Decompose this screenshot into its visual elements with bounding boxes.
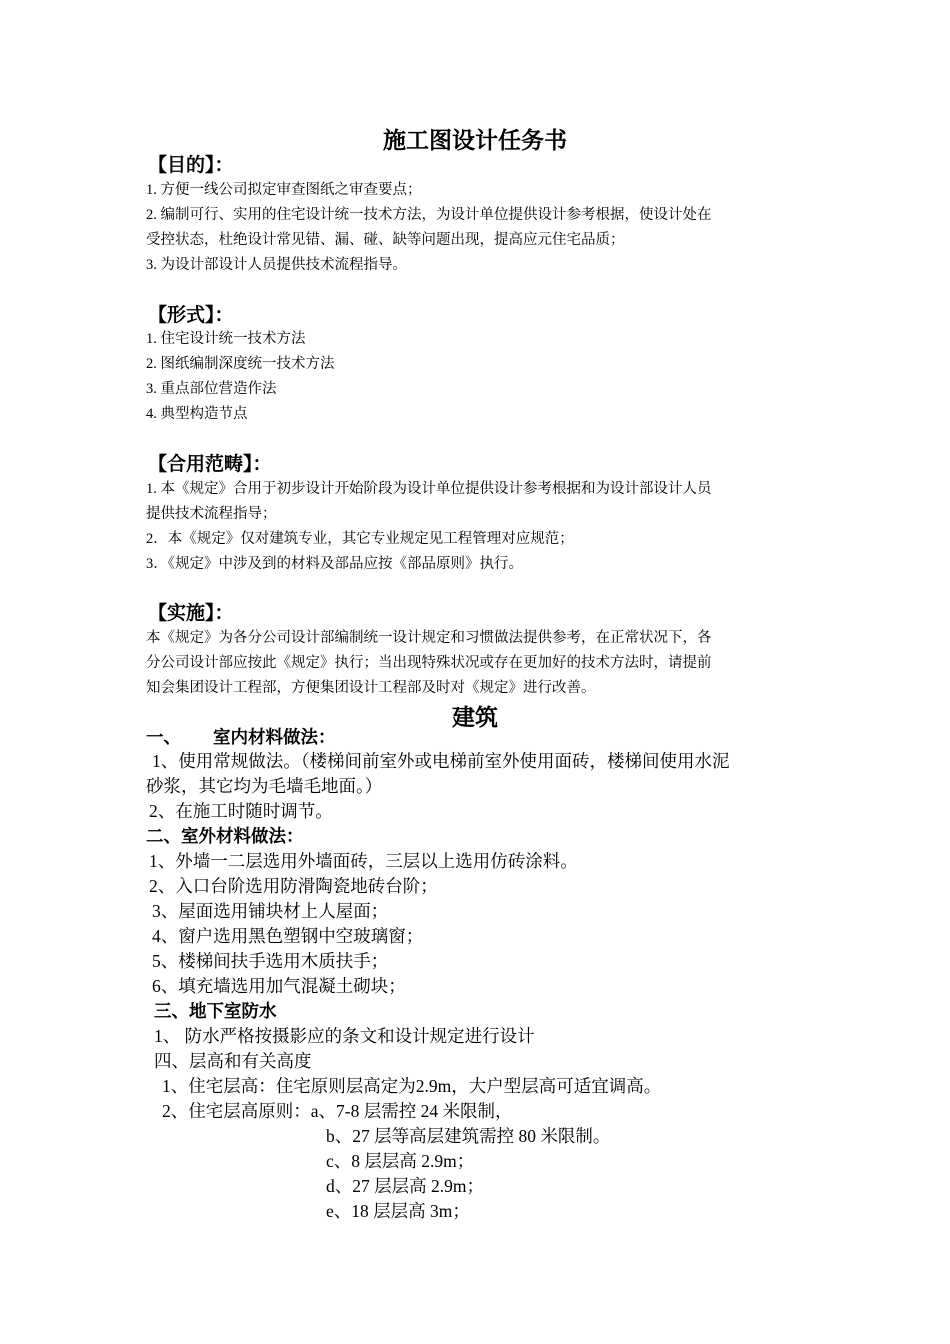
scope-line-1a: 1. 本《规定》合用于初步设计开始阶段为设计单位提供设计参考根据和为设计部设计人员 xyxy=(146,481,712,497)
section-4-subitem: d、27 层层高 2.9m； xyxy=(326,1176,484,1196)
section-4-subitem: e、18 层层高 3m； xyxy=(326,1201,470,1221)
section-1-item-1a: 1、使用常规做法。（楼梯间前室外或电梯前室外使用面砖，楼梯间使用水泥 xyxy=(152,751,730,771)
form-item: 1. 住宅设计统一技术方法 xyxy=(146,331,306,347)
scope-heading: 【合用范畴】： xyxy=(148,454,272,475)
section-1-item-1b: 砂浆，其它均为毛墙毛地面。） xyxy=(146,776,383,796)
section-4-subitem: b、27 层等高层建筑需控 80 米限制。 xyxy=(326,1126,611,1146)
form-heading: 【形式】： xyxy=(148,305,234,326)
section-1-title: 室内材料做法： xyxy=(213,727,336,747)
section-2-item: 2、入口台阶选用防滑陶瓷地砖台阶； xyxy=(149,876,438,896)
section-3-item-1: 1、 防水严格按摄影应的条文和设计规定进行设计 xyxy=(154,1026,535,1046)
impl-line-3: 知会集团设计工程部，方便集团设计工程部及时对《规定》进行改善。 xyxy=(146,680,596,696)
impl-heading: 【实施】： xyxy=(148,603,234,624)
section-4-item-1: 1、住宅层高：住宅原则层高定为2.9m，大户型层高可适宜调高。 xyxy=(162,1076,662,1096)
purpose-heading: 【目的】： xyxy=(148,155,234,176)
purpose-line-2a: 2. 编制可行、实用的住宅设计统一技术方法，为设计单位提供设计参考根据，使设计处在 xyxy=(146,207,712,223)
scope-line-2: 2．本《规定》仅对建筑专业，其它专业规定见工程管理对应规范； xyxy=(146,531,574,547)
purpose-line-1: 1. 方便一线公司拟定审查图纸之审查要点； xyxy=(146,182,422,198)
section-1-item-2: 2、在施工时随时调节。 xyxy=(149,801,333,821)
impl-line-2: 分公司设计部应按此《规定》执行；当出现特殊状况或存在更加好的技术方法时，请提前 xyxy=(146,655,712,671)
architecture-title: 建筑 xyxy=(452,705,498,730)
purpose-line-3: 3. 为设计部设计人员提供技术流程指导。 xyxy=(146,257,407,273)
section-1-number: 一、 xyxy=(146,727,181,747)
impl-line-1: 本《规定》为各分公司设计部编制统一设计规定和习惯做法提供参考，在正常状况下，各 xyxy=(146,630,712,646)
scope-line-1b: 提供技术流程指导； xyxy=(146,506,277,522)
section-2-item: 4、窗户选用黑色塑钢中空玻璃窗； xyxy=(152,926,424,946)
form-item: 3. 重点部位营造作法 xyxy=(146,381,277,397)
form-item: 2. 图纸编制深度统一技术方法 xyxy=(146,356,335,372)
scope-line-3: 3．《规定》中涉及到的材料及部品应按《部品原则》执行。 xyxy=(146,556,523,572)
form-item: 4. 典型构造节点 xyxy=(146,406,248,422)
section-2-item: 6、填充墙选用加气混凝土砌块； xyxy=(152,976,406,996)
section-2-item: 1、外墙一二层选用外墙面砖，三层以上选用仿砖涂料。 xyxy=(149,851,578,871)
section-2-item: 5、楼梯间扶手选用木质扶手； xyxy=(152,951,389,971)
section-2-title: 二、室外材料做法： xyxy=(146,826,304,846)
section-4-title: 四、层高和有关高度 xyxy=(154,1051,312,1071)
section-3-title: 三、地下室防水 xyxy=(154,1001,277,1021)
document-title: 施工图设计任务书 xyxy=(383,128,567,153)
purpose-line-2b: 受控状态，杜绝设计常见错、漏、碰、缺等问题出现，提高应元住宅品质； xyxy=(146,232,625,248)
section-4-item-2: 2、住宅层高原则：a、7-8 层需控 24 米限制， xyxy=(162,1101,513,1121)
section-2-item: 3、屋面选用铺块材上人屋面； xyxy=(152,901,389,921)
section-4-subitem: c、8 层层高 2.9m； xyxy=(326,1151,475,1171)
